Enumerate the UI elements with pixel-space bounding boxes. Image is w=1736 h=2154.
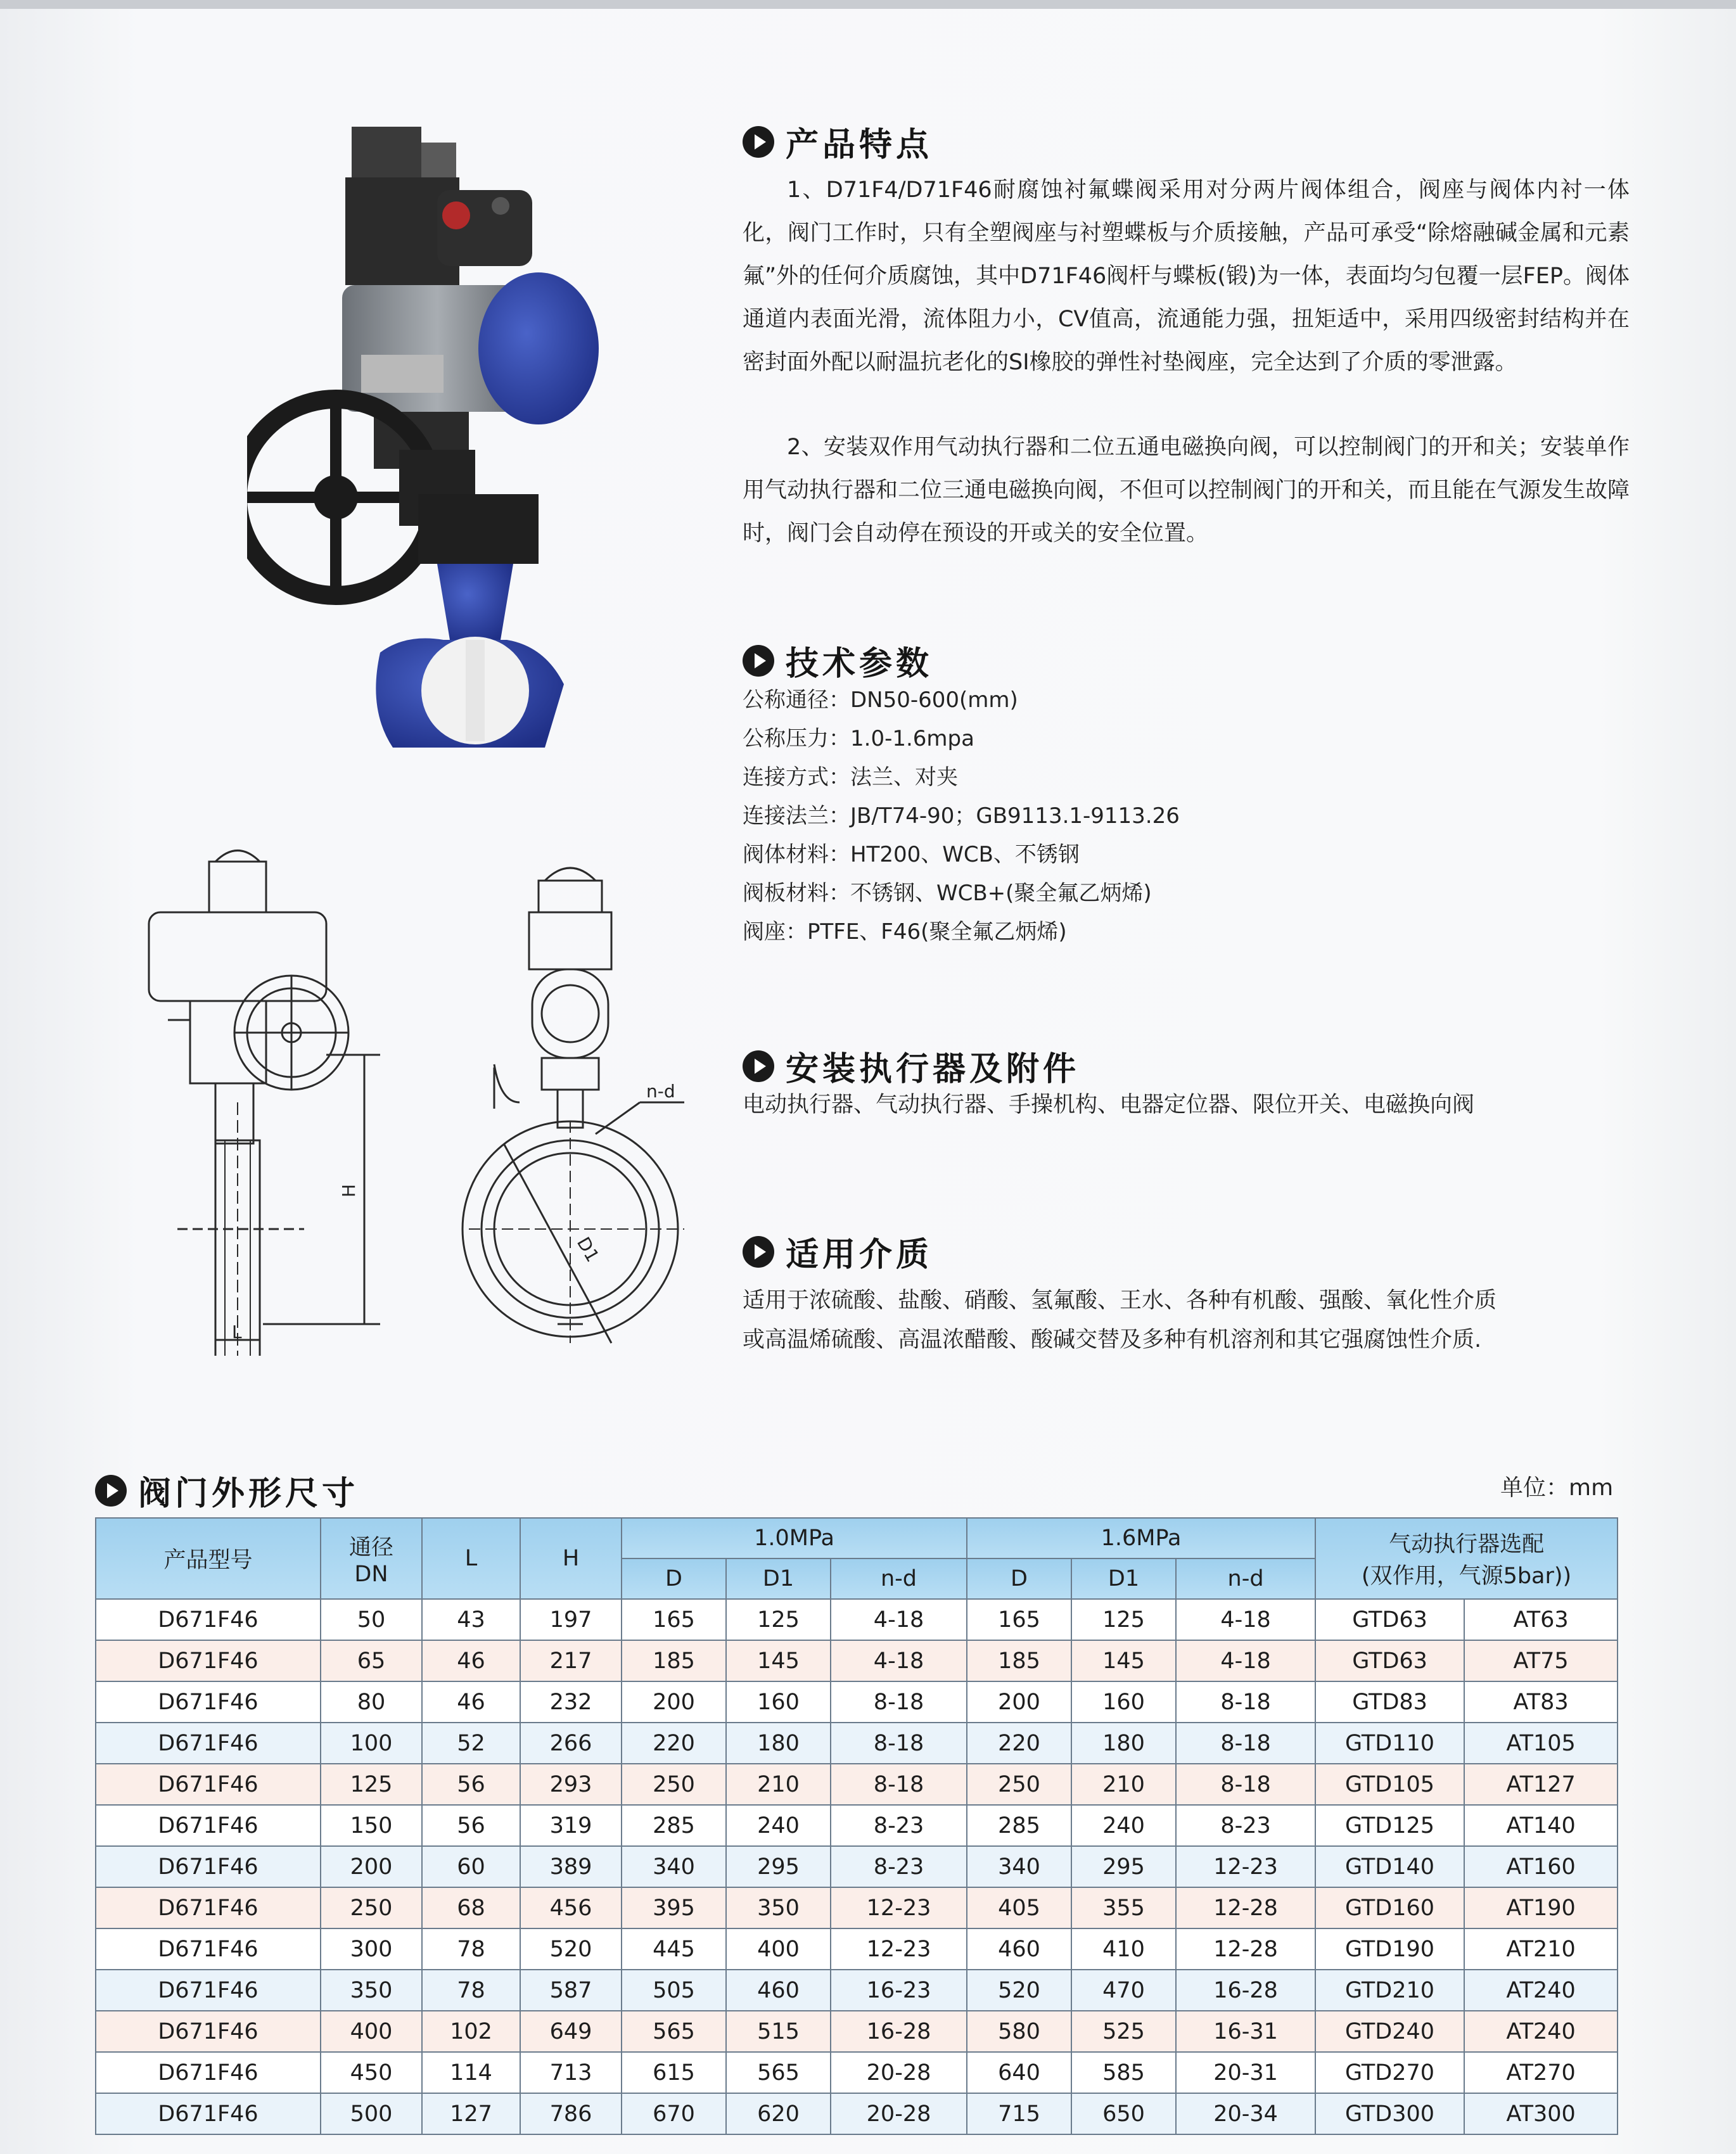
cell-nd-16: 8-18 — [1176, 1723, 1315, 1764]
cell-nd-16: 8-18 — [1176, 1764, 1315, 1805]
cell-l: 46 — [422, 1640, 520, 1681]
table-row — [96, 1681, 1618, 1723]
cell-gtd-actuator: GTD105 — [1315, 1764, 1464, 1805]
cell-dn: 250 — [321, 1887, 422, 1928]
header-pressure-2: 1.6MPa — [967, 1518, 1315, 1558]
media-title: 适用介质 — [786, 1236, 933, 1274]
param-item: 阀体材料：HT200、WCB、不锈钢 — [743, 842, 1080, 867]
table-row — [96, 1599, 1618, 1640]
cell-d1-10: 145 — [726, 1640, 831, 1681]
header-model: 产品型号 — [96, 1518, 321, 1599]
cell-nd-16: 4-18 — [1176, 1599, 1315, 1640]
cell-gtd-actuator: GTD140 — [1315, 1846, 1464, 1887]
cell-d-10: 285 — [622, 1805, 726, 1846]
table-row — [96, 1970, 1618, 2011]
cell-d-16: 405 — [967, 1887, 1071, 1928]
cell-d1-10: 295 — [726, 1846, 831, 1887]
cell-l: 56 — [422, 1764, 520, 1805]
cell-d-10: 340 — [622, 1846, 726, 1887]
cell-d-16: 715 — [967, 2093, 1071, 2134]
drawing-label-d1: D1 — [572, 1233, 604, 1266]
header-d: D — [967, 1558, 1071, 1599]
cell-d-16: 340 — [967, 1846, 1071, 1887]
cell-d1-16: 470 — [1071, 1970, 1176, 2011]
cell-d-10: 185 — [622, 1640, 726, 1681]
dimensions-table — [95, 1517, 1618, 2135]
cell-d1-10: 460 — [726, 1970, 831, 2011]
cell-nd-10: 8-18 — [831, 1681, 967, 1723]
cell-d-10: 615 — [622, 2052, 726, 2093]
features-title: 产品特点 — [786, 126, 933, 164]
cell-nd-16: 12-28 — [1176, 1928, 1315, 1970]
param-item: 连接法兰：JB/T74-90；GB9113.1-9113.26 — [743, 803, 1180, 829]
top-strip — [0, 0, 1736, 9]
cell-dn: 500 — [321, 2093, 422, 2134]
cell-at-actuator: AT127 — [1464, 1764, 1618, 1805]
cell-l: 114 — [422, 2052, 520, 2093]
cell-model: D671F46 — [96, 1599, 321, 1640]
cell-d1-16: 210 — [1071, 1764, 1176, 1805]
table-row — [96, 1887, 1618, 1928]
cell-dn: 65 — [321, 1640, 422, 1681]
cell-nd-16: 20-31 — [1176, 2052, 1315, 2093]
cell-nd-16: 8-18 — [1176, 1681, 1315, 1723]
cell-d-10: 250 — [622, 1764, 726, 1805]
cell-d1-16: 585 — [1071, 2052, 1176, 2093]
cell-d1-16: 410 — [1071, 1928, 1176, 1970]
cell-d-10: 165 — [622, 1599, 726, 1640]
params-list — [743, 681, 1630, 952]
cell-gtd-actuator: GTD83 — [1315, 1681, 1464, 1723]
cell-d1-16: 295 — [1071, 1846, 1176, 1887]
params-header — [743, 637, 933, 684]
header-actuator — [1315, 1518, 1618, 1599]
cell-nd-16: 16-28 — [1176, 1970, 1315, 2011]
table-row — [96, 1928, 1618, 1970]
cell-at-actuator: AT300 — [1464, 2093, 1618, 2134]
cell-d-16: 285 — [967, 1805, 1071, 1846]
media-line: 适用于浓硫酸、盐酸、硝酸、氢氟酸、王水、各种有机酸、强酸、氧化性介质 — [743, 1288, 1497, 1313]
cell-model: D671F46 — [96, 1723, 321, 1764]
features-header — [743, 118, 933, 165]
cell-h: 217 — [520, 1640, 622, 1681]
cell-at-actuator: AT270 — [1464, 2052, 1618, 2093]
header-pressure-1: 1.0MPa — [622, 1518, 967, 1558]
cell-h: 232 — [520, 1681, 622, 1723]
accessories-text: 电动执行器、气动执行器、手操机构、电器定位器、限位开关、电磁换向阀 — [743, 1092, 1475, 1118]
cell-gtd-actuator: GTD240 — [1315, 2011, 1464, 2052]
accessories-header — [743, 1042, 1080, 1090]
cell-dn: 50 — [321, 1599, 422, 1640]
cell-dn: 350 — [321, 1970, 422, 2011]
dimensions-header — [95, 1467, 359, 1514]
cell-d-10: 220 — [622, 1723, 726, 1764]
media-text — [743, 1281, 1661, 1360]
section-bullet-icon — [743, 645, 774, 677]
cell-l: 46 — [422, 1681, 520, 1723]
table-body — [96, 1599, 1618, 2134]
header-actuator-line2: (双作用，气源5bar)) — [1361, 1564, 1572, 1589]
cell-nd-16: 16-31 — [1176, 2011, 1315, 2052]
cell-nd-10: 8-23 — [831, 1846, 967, 1887]
cell-dn: 450 — [321, 2052, 422, 2093]
header-actuator-line1: 气动执行器选配 — [1389, 1532, 1545, 1557]
table-row — [96, 1764, 1618, 1805]
cell-d-10: 445 — [622, 1928, 726, 1970]
cell-model: D671F46 — [96, 1805, 321, 1846]
cell-h: 197 — [520, 1599, 622, 1640]
cell-h: 319 — [520, 1805, 622, 1846]
table-row — [96, 1846, 1618, 1887]
cell-l: 78 — [422, 1970, 520, 2011]
product-photo — [247, 114, 716, 754]
cell-nd-10: 16-23 — [831, 1970, 967, 2011]
cell-at-actuator: AT140 — [1464, 1805, 1618, 1846]
cell-d1-16: 180 — [1071, 1723, 1176, 1764]
cell-h: 520 — [520, 1928, 622, 1970]
cell-h: 713 — [520, 2052, 622, 2093]
cell-l: 52 — [422, 1723, 520, 1764]
cell-dn: 400 — [321, 2011, 422, 2052]
cell-d-16: 460 — [967, 1928, 1071, 1970]
header-dn-line2: DN — [354, 1562, 388, 1587]
table-row — [96, 2093, 1618, 2134]
cell-gtd-actuator: GTD160 — [1315, 1887, 1464, 1928]
cell-dn: 150 — [321, 1805, 422, 1846]
cell-model: D671F46 — [96, 1681, 321, 1723]
cell-nd-10: 8-23 — [831, 1805, 967, 1846]
header-nd: n-d — [1176, 1558, 1315, 1599]
cell-gtd-actuator: GTD63 — [1315, 1640, 1464, 1681]
cell-nd-10: 12-23 — [831, 1928, 967, 1970]
dimensions-title: 阀门外形尺寸 — [138, 1475, 359, 1513]
section-bullet-icon — [95, 1475, 127, 1507]
param-item: 阀座：PTFE、F46(聚全氟乙炳烯) — [743, 919, 1067, 945]
table-row — [96, 2052, 1618, 2093]
cell-h: 587 — [520, 1970, 622, 2011]
cell-at-actuator: AT83 — [1464, 1681, 1618, 1723]
cell-d1-10: 515 — [726, 2011, 831, 2052]
cell-nd-10: 4-18 — [831, 1640, 967, 1681]
header-l: L — [422, 1518, 520, 1599]
cell-d1-16: 240 — [1071, 1805, 1176, 1846]
cell-model: D671F46 — [96, 2052, 321, 2093]
header-dn — [321, 1518, 422, 1599]
cell-gtd-actuator: GTD300 — [1315, 2093, 1464, 2134]
cell-d-10: 395 — [622, 1887, 726, 1928]
cell-l: 56 — [422, 1805, 520, 1846]
features-paragraph-2: 2、安装双作用气动执行器和二位五通电磁换向阀，可以控制阀门的开和关；安装单作用气动执行器和二位三通电磁换向阀，不但可以控制阀门的开和关，而且能在气源发生故障时，阀门会自动停在预设的开或关的安全位置。 — [743, 435, 1630, 546]
features-paragraph-1: 1、D71F4/D71F46耐腐蚀衬氟蝶阀采用对分两片阀体组合，阀座与阀体内衬一体化，阀门工作时，只有全塑阀座与衬塑蝶板与介质接触，产品可承受“除熔融碱金属和元素氟”外的任何介质腐蚀，其中D71F46阀杆与蝶板(锻)为一体，表面均匀包覆一层FEP。阀体通道内表面光滑，流体阻力小，CV值高，流通能力强，扭矩适中，采用四级密封结构并在密封面外配以耐温抗老化的SI橡胶的弹性衬垫阀座，完全达到了介质的零泄露。 — [743, 177, 1630, 375]
cell-h: 649 — [520, 2011, 622, 2052]
cell-nd-10: 8-18 — [831, 1723, 967, 1764]
cell-model: D671F46 — [96, 2093, 321, 2134]
drawing-label-l: L — [232, 1322, 242, 1342]
unit-label: 单位：mm — [1500, 1475, 1614, 1501]
cell-d1-16: 160 — [1071, 1681, 1176, 1723]
accessories-title: 安装执行器及附件 — [786, 1050, 1080, 1088]
cell-nd-10: 16-28 — [831, 2011, 967, 2052]
param-item: 公称压力：1.0-1.6mpa — [743, 726, 974, 751]
drawing-label-h: H — [338, 1183, 359, 1197]
cell-d-16: 580 — [967, 2011, 1071, 2052]
cell-at-actuator: AT160 — [1464, 1846, 1618, 1887]
cell-d-10: 505 — [622, 1970, 726, 2011]
param-item: 公称通径：DN50-600(mm) — [743, 687, 1018, 713]
valve-drawings — [139, 824, 697, 1356]
cell-l: 102 — [422, 2011, 520, 2052]
header-nd: n-d — [831, 1558, 967, 1599]
cell-at-actuator: AT63 — [1464, 1599, 1618, 1640]
cell-d1-10: 210 — [726, 1764, 831, 1805]
drawing-label-nd: n-d — [646, 1081, 675, 1102]
cell-d-16: 220 — [967, 1723, 1071, 1764]
cell-nd-16: 12-28 — [1176, 1887, 1315, 1928]
cell-l: 68 — [422, 1887, 520, 1928]
cell-h: 389 — [520, 1846, 622, 1887]
cell-nd-10: 8-18 — [831, 1764, 967, 1805]
cell-gtd-actuator: GTD110 — [1315, 1723, 1464, 1764]
cell-at-actuator: AT240 — [1464, 2011, 1618, 2052]
cell-model: D671F46 — [96, 1846, 321, 1887]
cell-d1-16: 125 — [1071, 1599, 1176, 1640]
cell-model: D671F46 — [96, 1970, 321, 2011]
cell-dn: 300 — [321, 1928, 422, 1970]
cell-d-16: 640 — [967, 2052, 1071, 2093]
cell-d-16: 200 — [967, 1681, 1071, 1723]
cell-d1-16: 145 — [1071, 1640, 1176, 1681]
cell-model: D671F46 — [96, 1640, 321, 1681]
cell-nd-16: 8-23 — [1176, 1805, 1315, 1846]
cell-h: 456 — [520, 1887, 622, 1928]
cell-l: 43 — [422, 1599, 520, 1640]
cell-d1-10: 240 — [726, 1805, 831, 1846]
cell-dn: 200 — [321, 1846, 422, 1887]
cell-d1-10: 180 — [726, 1723, 831, 1764]
cell-d1-10: 160 — [726, 1681, 831, 1723]
cell-nd-16: 4-18 — [1176, 1640, 1315, 1681]
header-d1: D1 — [726, 1558, 831, 1599]
cell-model: D671F46 — [96, 1928, 321, 1970]
cell-d1-10: 400 — [726, 1928, 831, 1970]
cell-d-16: 250 — [967, 1764, 1071, 1805]
section-bullet-icon — [743, 126, 774, 158]
cell-d1-16: 355 — [1071, 1887, 1176, 1928]
cell-h: 786 — [520, 2093, 622, 2134]
cell-nd-10: 20-28 — [831, 2093, 967, 2134]
cell-d1-16: 650 — [1071, 2093, 1176, 2134]
media-line: 或高温烯硫酸、高温浓醋酸、酸碱交替及多种有机溶剂和其它强腐蚀性介质. — [743, 1327, 1482, 1353]
param-item: 连接方式：法兰、对夹 — [743, 765, 958, 790]
cell-l: 78 — [422, 1928, 520, 1970]
cell-at-actuator: AT210 — [1464, 1928, 1618, 1970]
cell-d-16: 185 — [967, 1640, 1071, 1681]
cell-d1-10: 620 — [726, 2093, 831, 2134]
cell-l: 127 — [422, 2093, 520, 2134]
header-d1: D1 — [1071, 1558, 1176, 1599]
cell-d1-16: 525 — [1071, 2011, 1176, 2052]
cell-nd-10: 4-18 — [831, 1599, 967, 1640]
cell-nd-10: 12-23 — [831, 1887, 967, 1928]
cell-d-16: 165 — [967, 1599, 1071, 1640]
cell-nd-16: 20-34 — [1176, 2093, 1315, 2134]
cell-d-16: 520 — [967, 1970, 1071, 2011]
cell-at-actuator: AT75 — [1464, 1640, 1618, 1681]
cell-d1-10: 565 — [726, 2052, 831, 2093]
cell-d1-10: 125 — [726, 1599, 831, 1640]
table-row — [96, 1723, 1618, 1764]
header-h: H — [520, 1518, 622, 1599]
cell-d1-10: 350 — [726, 1887, 831, 1928]
cell-dn: 100 — [321, 1723, 422, 1764]
cell-nd-10: 20-28 — [831, 2052, 967, 2093]
cell-at-actuator: AT190 — [1464, 1887, 1618, 1928]
table-row — [96, 1805, 1618, 1846]
header-d: D — [622, 1558, 726, 1599]
section-bullet-icon — [743, 1050, 774, 1082]
cell-gtd-actuator: GTD210 — [1315, 1970, 1464, 2011]
cell-d-10: 200 — [622, 1681, 726, 1723]
cell-d-10: 670 — [622, 2093, 726, 2134]
cell-l: 60 — [422, 1846, 520, 1887]
cell-d-10: 565 — [622, 2011, 726, 2052]
cell-at-actuator: AT105 — [1464, 1723, 1618, 1764]
cell-model: D671F46 — [96, 1764, 321, 1805]
table-header-row — [96, 1518, 1618, 1558]
cell-model: D671F46 — [96, 1887, 321, 1928]
table-row — [96, 2011, 1618, 2052]
cell-gtd-actuator: GTD190 — [1315, 1928, 1464, 1970]
cell-gtd-actuator: GTD63 — [1315, 1599, 1464, 1640]
cell-gtd-actuator: GTD270 — [1315, 2052, 1464, 2093]
cell-h: 266 — [520, 1723, 622, 1764]
media-header — [743, 1228, 933, 1275]
cell-nd-16: 12-23 — [1176, 1846, 1315, 1887]
cell-gtd-actuator: GTD125 — [1315, 1805, 1464, 1846]
cell-h: 293 — [520, 1764, 622, 1805]
table-row — [96, 1640, 1618, 1681]
cell-at-actuator: AT240 — [1464, 1970, 1618, 2011]
section-bullet-icon — [743, 1236, 774, 1268]
header-dn-line1: 通径 — [348, 1535, 393, 1560]
cell-dn: 80 — [321, 1681, 422, 1723]
params-title: 技术参数 — [786, 645, 933, 683]
cell-dn: 125 — [321, 1764, 422, 1805]
cell-model: D671F46 — [96, 2011, 321, 2052]
param-item: 阀板材料：不锈钢、WCB+(聚全氟乙炳烯) — [743, 881, 1152, 906]
